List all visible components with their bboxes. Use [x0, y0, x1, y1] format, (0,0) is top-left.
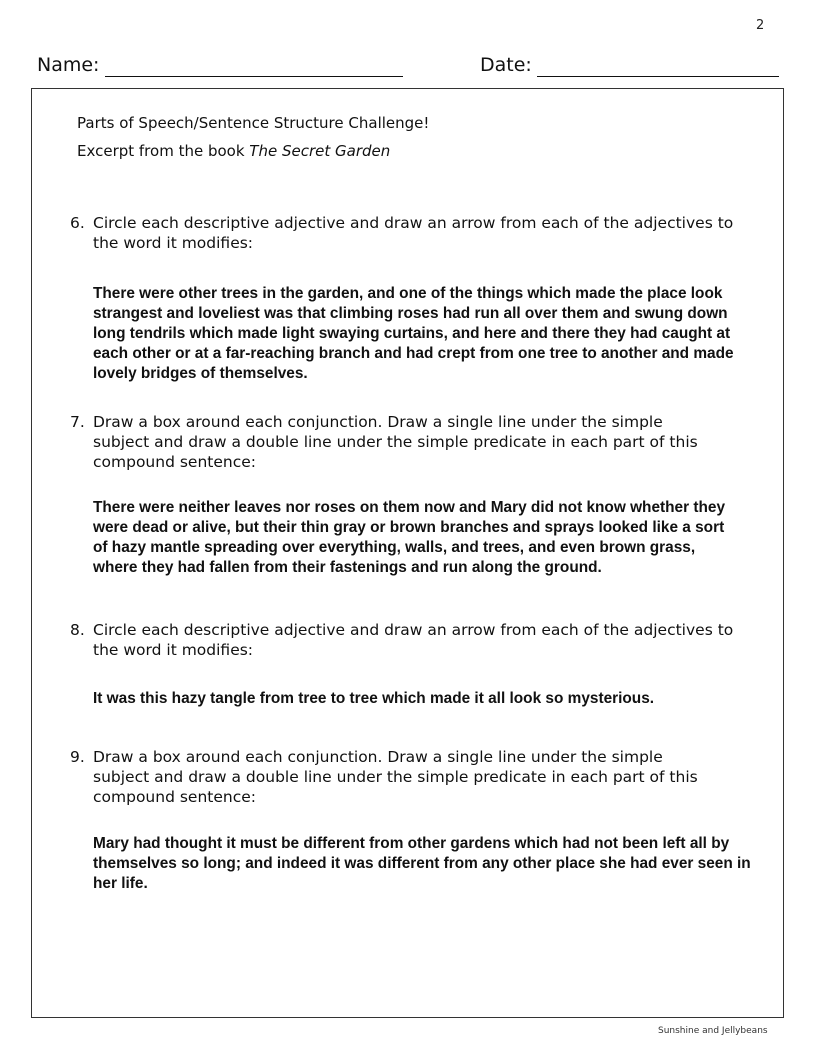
question-9-instruction — [70, 747, 700, 807]
name-blank-line — [105, 76, 403, 77]
book-title: The Secret Garden — [249, 142, 391, 160]
question-text: Circle each descriptive adjective and draw an arrow from each of the adjectives to the word it modifies: — [93, 621, 734, 659]
excerpt-source — [77, 141, 390, 161]
page-number: 2 — [756, 18, 765, 33]
question-number: 9. — [70, 748, 85, 766]
footer-credit: Sunshine and Jellybeans — [658, 1026, 768, 1036]
question-8-passage: It was this hazy tangle from tree to tree which made it all look so mysterious. — [93, 690, 655, 707]
question-text: Draw a box around each conjunction. Draw a single line under the simple subject and draw a double line under the simple predicate in each part of this compound sentence: — [93, 413, 698, 471]
question-9-passage: Mary had thought it must be different from other gardens which had not been left all by themselves so long; and indeed it was different from any other place she had ever seen in her life. — [93, 835, 751, 892]
question-number: 6. — [70, 214, 85, 232]
question-text: Circle each descriptive adjective and draw an arrow from each of the adjectives to the word it modifies: — [93, 214, 734, 252]
student-header — [37, 54, 782, 80]
name-label: Name: — [37, 54, 100, 76]
worksheet-title: Parts of Speech/Sentence Structure Challenge! — [77, 114, 430, 132]
question-7-instruction — [70, 412, 700, 472]
date-label: Date: — [480, 54, 532, 76]
question-6-passage: There were other trees in the garden, and one of the things which made the place look strangest and loveliest was that climbing roses had run all over them and swung down long tendrils which made light swaying curtains, and here and there they had caught at each other or at a far-reaching branch and had crept from one tree to another and made lovely bridges of themselves. — [93, 285, 734, 382]
date-blank-line — [537, 76, 779, 77]
question-7-passage: There were neither leaves nor roses on them now and Mary did not know whether they were dead or alive, but their thin gray or brown branches and sprays looked like a sort of hazy mantle spreading over everything, walls, and trees, and even brown grass, where they had fallen from their fastenings and run along the ground. — [93, 499, 726, 576]
excerpt-source-prefix: Excerpt from the book — [77, 142, 250, 160]
question-text: Draw a box around each conjunction. Draw a single line under the simple subject and draw a double line under the simple predicate in each part of this compound sentence: — [93, 748, 698, 806]
question-number: 7. — [70, 413, 85, 431]
question-6-instruction — [70, 213, 740, 253]
question-8-instruction — [70, 620, 740, 660]
question-number: 8. — [70, 621, 85, 639]
